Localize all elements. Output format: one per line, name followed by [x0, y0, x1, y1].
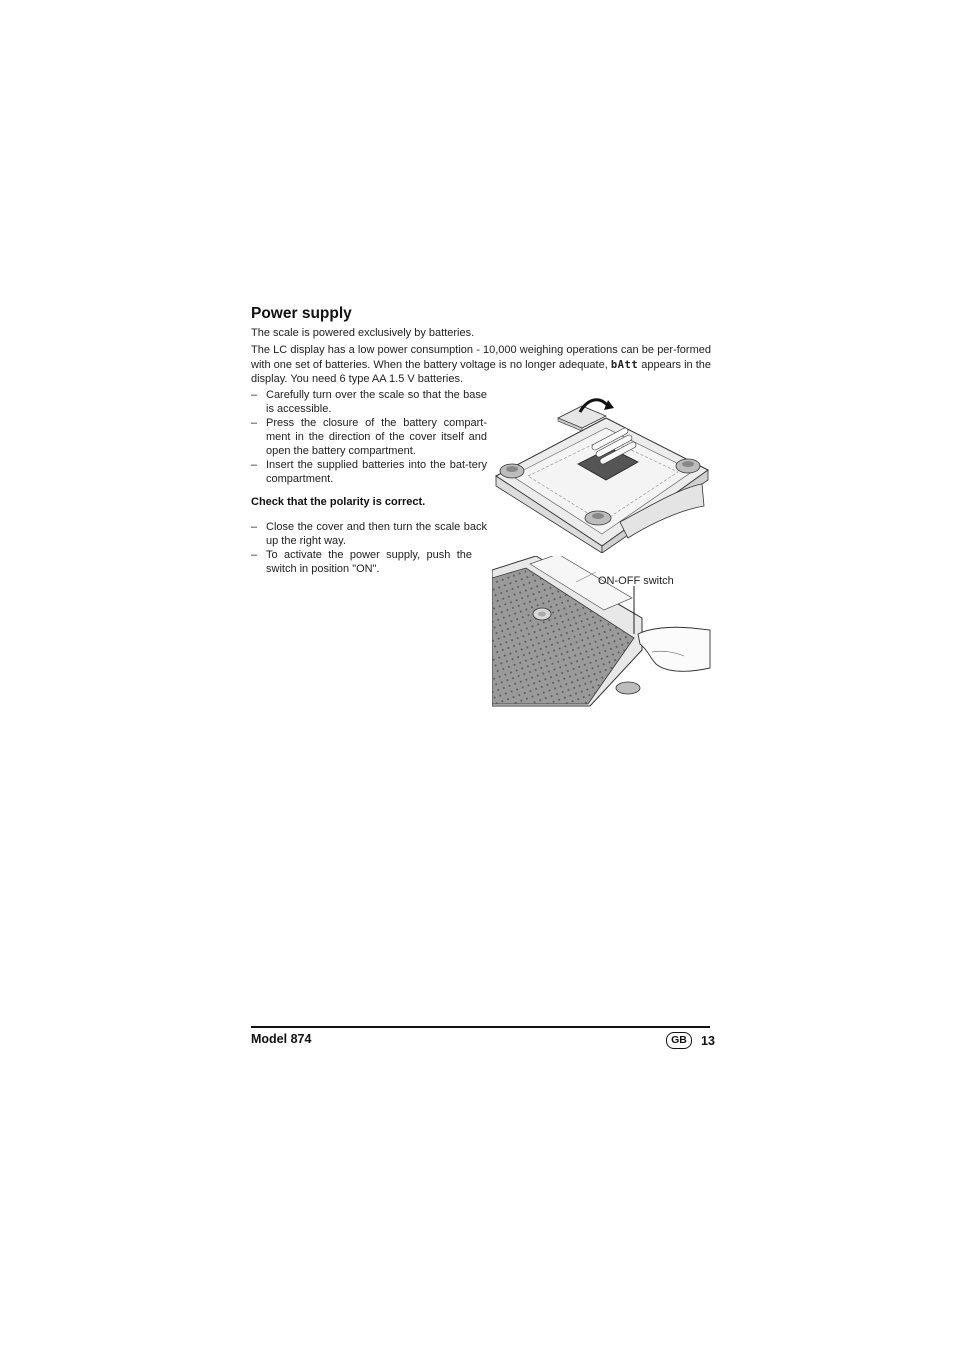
on-off-switch-label: ON-OFF switch [598, 575, 674, 587]
list-item: – Close the cover and then turn the scale back up the right way. [251, 521, 487, 547]
dash-marker: – [251, 549, 258, 561]
lcd-batt-symbol: bAtt [610, 358, 639, 371]
intro-paragraph: The scale is powered exclusively by batteries. [251, 327, 475, 339]
footer-divider [251, 1026, 710, 1028]
list-item: – Press the closure of the battery compart-ment in the direction of the cover itself and open the battery compartment. [251, 417, 487, 457]
page-number: 13 [701, 1033, 715, 1048]
dash-marker: – [251, 459, 258, 471]
display-text-after: appears in the display. You need 6 type AA 1.5 V batteries. [251, 358, 711, 385]
list-item: – Carefully turn over the scale so that the base is accessible. [251, 389, 487, 415]
polarity-note: Check that the polarity is correct. [251, 496, 426, 508]
dash-marker: – [251, 417, 258, 429]
display-text-before: The LC display has a low power consumption - 10,000 weighing operations can be per-formed with one set of batteries. When the battery voltage is no longer adequate, [251, 344, 711, 371]
steps-list-after [251, 520, 487, 576]
footer-model: Model 874 [251, 1032, 312, 1046]
footer-page-info [666, 1032, 715, 1049]
steps-list-before [251, 388, 487, 486]
dash-marker: – [251, 521, 258, 533]
country-badge: GB [666, 1032, 692, 1049]
dash-marker: – [251, 389, 258, 401]
display-paragraph [251, 343, 711, 387]
scale-underside-illustration [490, 388, 715, 553]
list-item: – Insert the supplied batteries into the bat-tery compartment. [251, 459, 487, 485]
list-item: – To activate the power supply, push the switch in position "ON". [251, 549, 472, 575]
section-title: Power supply [251, 305, 352, 322]
